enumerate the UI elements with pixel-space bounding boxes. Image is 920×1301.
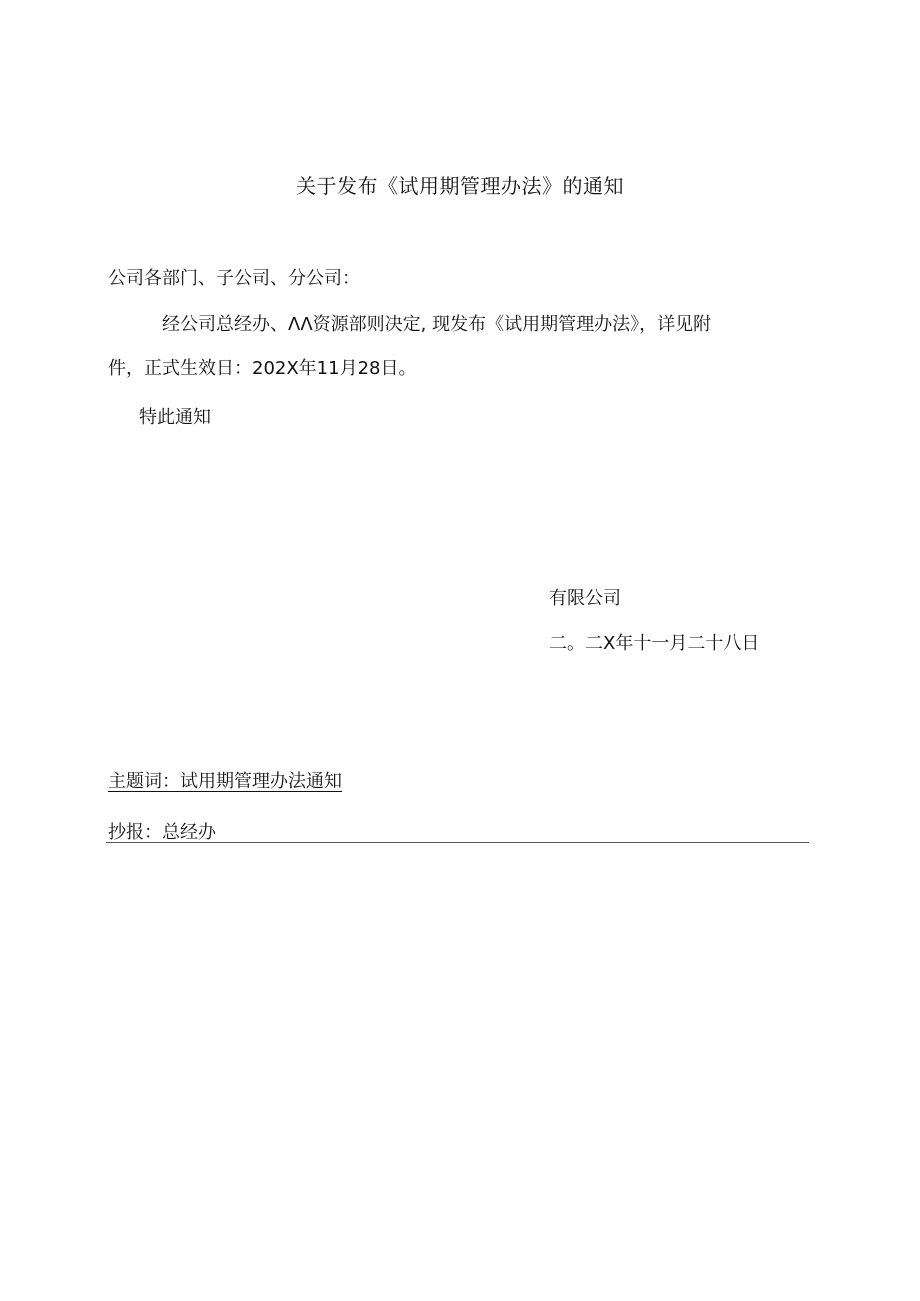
body-paragraph-line-1: 经公司总经办、ΛΛ资源部则决定, 现发布《试用期管理办法》，详见附: [162, 314, 712, 335]
signing-date: 二。二X年十一月二十八日: [549, 633, 760, 654]
signer-company: 有限公司: [549, 588, 621, 609]
footer-divider: [106, 842, 809, 843]
salutation: 公司各部门、子公司、分公司：: [108, 268, 360, 289]
subject-keywords: 主题词：试用期管理办法通知: [108, 771, 342, 792]
closing-text: 特此通知: [139, 407, 211, 428]
cc-recipients: 抄报：总经办: [108, 822, 216, 843]
body-paragraph-line-2: 件，正式生效日：202X年11月28日。: [108, 358, 417, 379]
document-title: 关于发布《试用期管理办法》的通知: [296, 174, 624, 198]
